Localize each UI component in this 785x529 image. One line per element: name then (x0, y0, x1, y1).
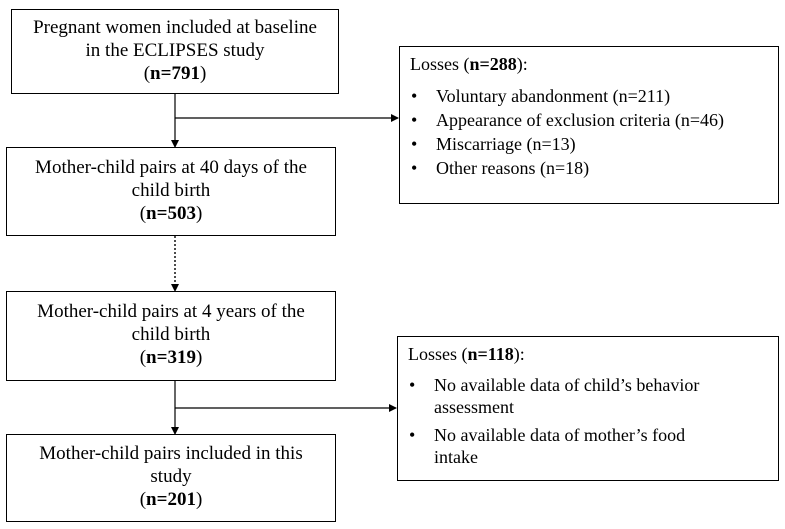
list-item: • Miscarriage (n=13) (410, 132, 768, 156)
box-baseline-count: (n=791) (143, 63, 207, 84)
box-baseline-line2: in the ECLIPSES study (85, 40, 265, 61)
box-losses-2 (397, 336, 779, 481)
list-item: • Appearance of exclusion criteria (n=46) (410, 108, 768, 132)
list-item: • No available data of mother’s food intake (408, 424, 708, 468)
box-year4-line1: Mother-child pairs at 4 years of the (37, 301, 305, 322)
losses-1-list (410, 84, 768, 180)
box-year4 (6, 291, 336, 381)
box-baseline-line1: Pregnant women included at baseline (33, 17, 317, 38)
box-final-line2: study (150, 466, 192, 487)
losses-2-list (408, 374, 708, 468)
box-losses-1 (399, 46, 779, 204)
box-final (6, 434, 336, 522)
box-final-line1: Mother-child pairs included in this (39, 443, 303, 464)
box-year4-line2: child birth (131, 324, 211, 345)
box-day40 (6, 147, 336, 236)
list-item: • No available data of child’s behavior assessment (408, 374, 708, 418)
box-day40-line1: Mother-child pairs at 40 days of the (35, 157, 307, 178)
list-item: • Other reasons (n=18) (410, 156, 768, 180)
box-baseline (11, 9, 339, 94)
box-final-count: (n=201) (139, 489, 203, 510)
list-item: • Voluntary abandonment (n=211) (410, 84, 768, 108)
box-day40-count: (n=503) (139, 203, 203, 224)
box-year4-count: (n=319) (139, 347, 203, 368)
losses-2-heading: Losses (n=118): (408, 344, 525, 364)
box-day40-line2: child birth (131, 180, 211, 201)
losses-1-heading: Losses (n=288): (410, 54, 528, 74)
